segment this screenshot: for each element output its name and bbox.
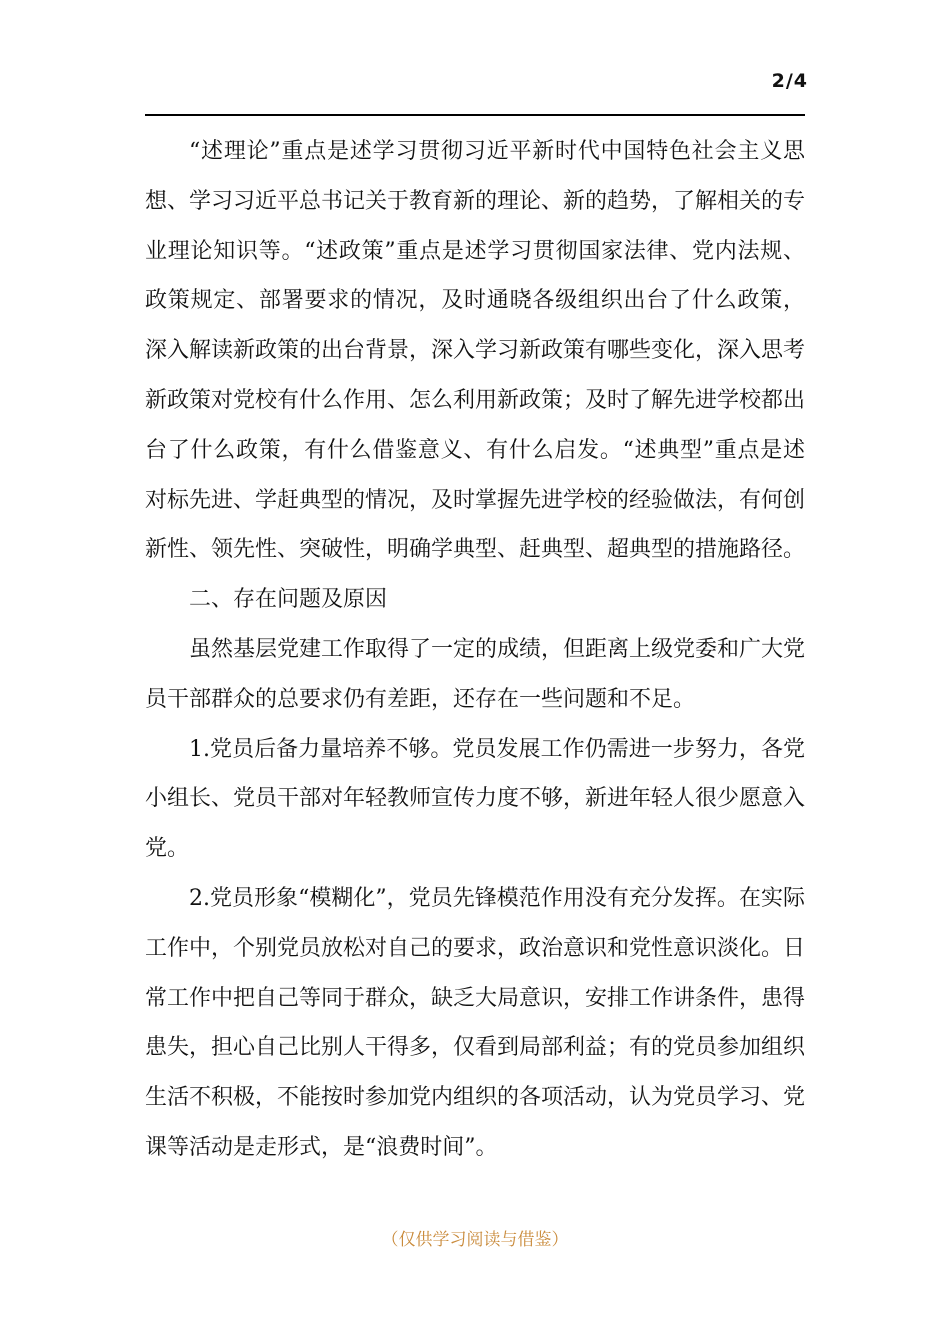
document-body xyxy=(145,127,805,1173)
footer-note: （仅供学习阅读与借鉴） xyxy=(381,1230,569,1250)
paragraph-problem-1: 1.党员后备力量培养不够。党员发展工作仍需进一步努力，各党小组长、党员干部对年轻教师宣传力度不够，新进年轻人很少愿意入党。 xyxy=(145,736,806,862)
section-heading-problems: 二、存在问题及原因 xyxy=(189,587,388,613)
paragraph-problems-intro: 虽然基层党建工作取得了一定的成绩，但距离上级党委和广大党员干部群众的总要求仍有差距，还存在一些问题和不足。 xyxy=(145,636,806,712)
paragraph-shu-content: “述理论”重点是述学习贯彻习近平新时代中国特色社会主义思想、学习习近平总书记关于教育新的理论、新的趋势，了解相关的专业理论知识等。“述政策”重点是述学习贯彻国家法律、党内法规、政策规定、部署要求的情况，及时通晓各级组织出台了什么政策， 深入解读新政策的出台背景，深入学习新政策有哪些变化，深入思考新政策对党校有什么作用、怎么利用新政策；及时了解先进学校都出台了什么政策，有什么借鉴意义、有什么启发。“述典型”重点是述对标先进、学赶典型的情况，及时掌握先进学校的经验做法，有何创新性、领先性、突破性，明确学典型、赶典型、超典型的措施路径。 xyxy=(145,139,806,563)
paragraph-problem-2: 2.党员形象“模糊化”，党员先锋模范作用没有充分发挥。在实际工作中，个别党员放松对自己的要求，政治意识和党性意识淡化。日常工作中把自己等同于群众，缺乏大局意识，安排工作讲条件，患得患失，担心自己比别人干得多，仅看到局部利益；有的党员参加组织生活不积极，不能按时参加党内组织的各项活动，认为党员学习、党课等活动是走形式，是“浪费时间”。 xyxy=(145,885,806,1160)
header-divider xyxy=(145,114,805,116)
page-number: 2/4 xyxy=(771,70,808,92)
